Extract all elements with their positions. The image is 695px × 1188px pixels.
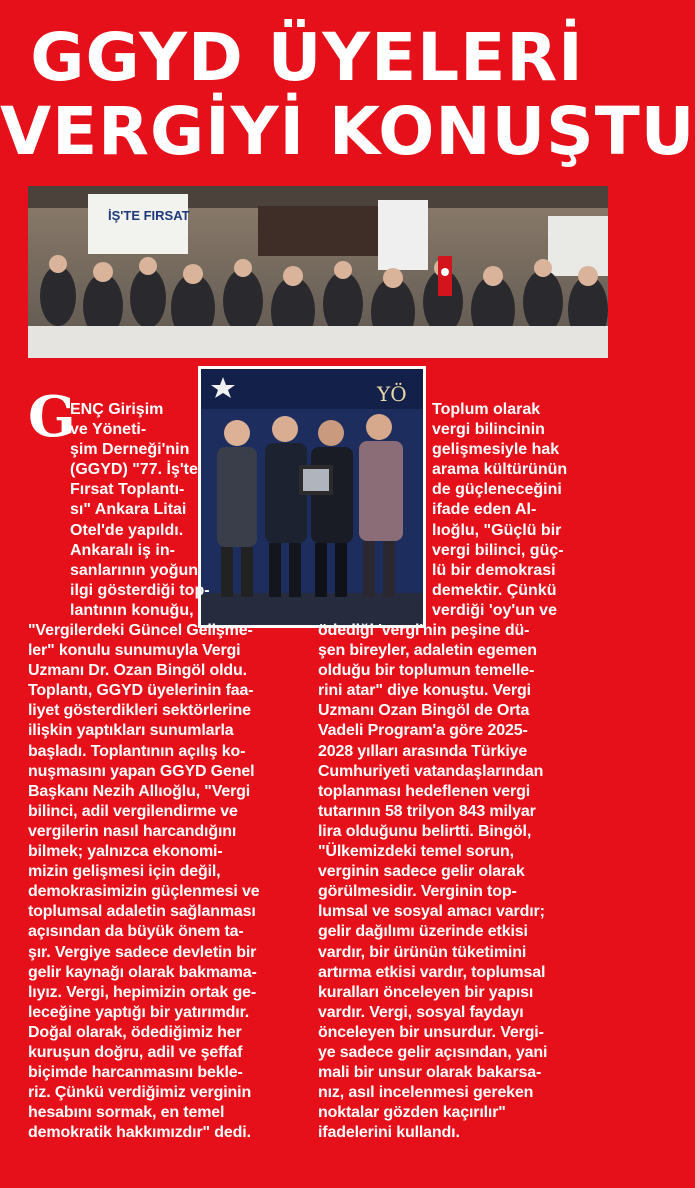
article-line: Otel'de yapıldı. <box>70 521 184 539</box>
article-line: vardır. Vergi, sosyal faydayı <box>318 1003 524 1021</box>
article-line: önceleyen bir unsurdur. Vergi- <box>318 1023 544 1041</box>
article-line: ifadelerini kullandı. <box>318 1124 460 1142</box>
article-line: ödediği 'vergi'nin peşine dü- <box>318 622 530 639</box>
article-line: ve Yöneti- <box>70 421 147 439</box>
article-line: Cumhuriyeti vatandaşlarından <box>318 762 544 780</box>
article-line: nız, asıl incelenmesi gereken <box>318 1084 534 1102</box>
article-right-column-main <box>318 621 547 1143</box>
inset-sign-text: YÖ <box>377 382 407 406</box>
article-line: nuşmasını yapan GGYD Genel <box>28 762 255 780</box>
article-line: bilmek; yalnızca ekonomi- <box>28 843 223 861</box>
article-line: mizin gelişmesi için değil, <box>28 863 221 881</box>
article-line: bilinci, adil vergilendirme ve <box>28 802 238 820</box>
article-line: demokrasimizin güçlenmesi ve <box>28 883 260 901</box>
article-line: tutarının 58 trilyon 843 milyar <box>318 802 536 820</box>
article-line: riz. Çünkü verdiğimiz verginin <box>28 1084 252 1102</box>
article-line: "Ülkemizdeki temel sorun, <box>318 843 514 861</box>
article-line: Başkanı Nezih Allıoğlu, "Vergi <box>28 782 251 800</box>
article-line: vergi bilincinin <box>432 421 545 439</box>
article-line: Toplum olarak <box>432 401 541 418</box>
drop-cap: G <box>28 384 76 450</box>
headline-line-2: VERGİYİ KONUŞTU <box>0 93 695 170</box>
article-line: rini atar" diye konuştu. Vergi <box>318 682 531 700</box>
article-line: Fırsat Toplantı- <box>70 481 185 499</box>
article-line: ilgi gösterdiği top- <box>70 581 210 599</box>
article-line: de güçleneceğini <box>432 481 562 499</box>
article-line: Uzmanı Dr. Ozan Bingöl oldu. <box>28 662 247 680</box>
article-line: Ankaralı iş in- <box>70 541 175 559</box>
article-line: sı" Ankara Litai <box>70 501 187 519</box>
article-line: hesabını sormak, en temel <box>28 1104 225 1122</box>
article-line: toplanması hedeflenen vergi <box>318 782 531 800</box>
article-line: Uzmanı Ozan Bingöl de Orta <box>318 702 530 720</box>
article-line: liyet gösterdikleri sektörlerine <box>28 702 251 720</box>
article-line: kuralları önceleyen bir yapısı <box>318 983 534 1001</box>
article-line: mali bir unsur olarak bakarsa- <box>318 1064 542 1082</box>
award-photo-illustration <box>201 369 423 625</box>
article-line: şen bireyler, adaletin egemen <box>318 642 537 660</box>
article-line: Toplantı, GGYD üyelerinin faa- <box>28 682 254 700</box>
article-line: başladı. Toplantının açılış ko- <box>28 742 246 760</box>
article-line: Doğal olarak, ödediğimiz her <box>28 1023 242 1041</box>
article-line: 2028 yılları arasında Türkiye <box>318 742 528 760</box>
article-line: gelişmesiyle hak <box>432 441 560 459</box>
main-sign-text: İŞ'TE FIRSAT <box>108 208 190 223</box>
article-line: ENÇ Girişim <box>70 401 164 418</box>
article-line: demektir. Çünkü <box>432 581 557 599</box>
article-line: lü bir demokrasi <box>432 561 556 579</box>
article-line: ilişkin yaptıkları sunumlarla <box>28 722 234 740</box>
article-line: lira olduğunu belirtti. Bingöl, <box>318 822 532 840</box>
article-line: lıyız. Vergi, hepimizin ortak ge- <box>28 983 256 1001</box>
article-left-column-top <box>70 400 210 621</box>
article-line: gelir dağılımı üzerinde etkisi <box>318 923 528 941</box>
article-line: vardır, bir ürünün tüketimini <box>318 943 527 961</box>
article-line: gelir kaynağı olarak bakmama- <box>28 963 257 981</box>
article-line: ye sadece gelir açısından, yani <box>318 1043 548 1061</box>
article-line: (GGYD) "77. İş'te <box>70 461 198 479</box>
headline-line-1: GGYD ÜYELERİ <box>30 19 584 96</box>
article-line: ler" konulu sunumuyla Vergi <box>28 642 241 660</box>
award-ceremony-photo <box>198 366 426 628</box>
article-line: görülmesidir. Verginin top- <box>318 883 517 901</box>
article-left-column-main <box>28 621 259 1143</box>
article-line: leceğine yaptığı bir yatırımdır. <box>28 1003 250 1021</box>
article-line: verdiği 'oy'un ve <box>432 601 557 619</box>
article-line: "Vergilerdeki Güncel Gelişme- <box>28 622 253 639</box>
article-line: Vadeli Program'a göre 2025- <box>318 722 528 740</box>
article-line: noktalar gözden kaçırılır" <box>318 1104 506 1122</box>
article-line: sanlarının yoğun <box>70 561 199 579</box>
article-line: vergilerin nasıl harcandığını <box>28 822 237 840</box>
article-line: biçimde harcanmasını bekle- <box>28 1064 243 1082</box>
article-line: lumsal ve sosyal amacı vardır; <box>318 903 545 921</box>
article-line: lantının konuğu, <box>70 601 194 619</box>
article-line: demokratik hakkımızdır" dedi. <box>28 1124 251 1142</box>
article-line: toplumsal adaletin sağlanması <box>28 903 256 921</box>
article-line: şır. Vergiye sadece devletin bir <box>28 943 257 961</box>
article-line: şim Derneği'nin <box>70 441 190 459</box>
article-line: verginin sadece gelir olarak <box>318 863 525 881</box>
audience-photo-illustration <box>28 186 608 358</box>
article-line: artırma etkisi vardır, toplumsal <box>318 963 546 981</box>
article-line: lıoğlu, "Güçlü bir <box>432 521 562 539</box>
article-line: olduğu bir toplumun temelle- <box>318 662 535 680</box>
article-line: arama kültürünün <box>432 461 568 479</box>
article-line: açısından da büyük önem ta- <box>28 923 244 941</box>
conference-audience-photo <box>28 186 608 358</box>
article-line: vergi bilinci, güç- <box>432 541 564 559</box>
article-line: kuruşun doğru, adil ve şeffaf <box>28 1043 243 1061</box>
article-right-column-top <box>432 400 567 621</box>
article-line: ifade eden Al- <box>432 501 537 519</box>
